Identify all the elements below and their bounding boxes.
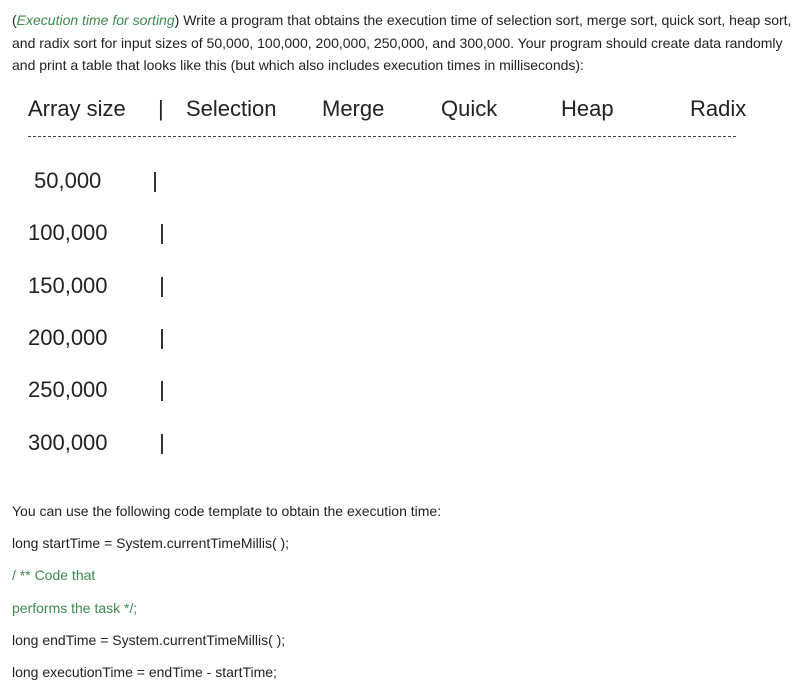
problem-statement [12,9,792,77]
row-separator [154,172,156,192]
header-heap: Heap [561,96,614,121]
row-separator [161,329,163,349]
code-execution-time: long executionTime = endTime - startTime; [12,664,277,680]
row-separator [161,224,163,244]
header-radix: Radix [690,96,747,121]
header-quick: Quick [441,96,498,121]
header-separator: | [158,96,164,121]
row-size-300000: 300,000 [28,430,108,455]
code-comment-line1: / ** Code that [12,567,96,583]
row-size-100000: 100,000 [28,220,108,245]
problem-text: ) Write a program that obtains the execution time of selection sort, merge sort, quick sort, heap sort, and radix sort for input sizes of 50,000, 100,000, 200,000, 250,000, and 300,000. Your program should create data randomly and print a table that looks like this (but which also includes execution times in milliseconds): [12,12,792,73]
row-size-50000: 50,000 [34,168,102,193]
header-merge: Merge [322,96,385,121]
code-start-time: long startTime = System.currentTimeMillis( ); [12,535,290,551]
dashed-divider [28,136,736,137]
row-size-250000: 250,000 [28,377,108,402]
row-separator [161,434,163,454]
open-paren: ( [12,12,17,28]
row-separator [161,277,163,297]
problem-topic: Execution time for sorting [16,12,175,28]
code-comment-line2: performs the task */; [12,600,138,616]
header-array-size: Array size [28,96,126,121]
header-selection: Selection [186,96,277,121]
row-size-150000: 150,000 [28,273,108,298]
row-size-200000: 200,000 [28,325,108,350]
row-separator [161,381,163,401]
code-end-time: long endTime = System.currentTimeMillis( ); [12,632,286,648]
code-lead: You can use the following code template to obtain the execution time: [12,503,442,519]
